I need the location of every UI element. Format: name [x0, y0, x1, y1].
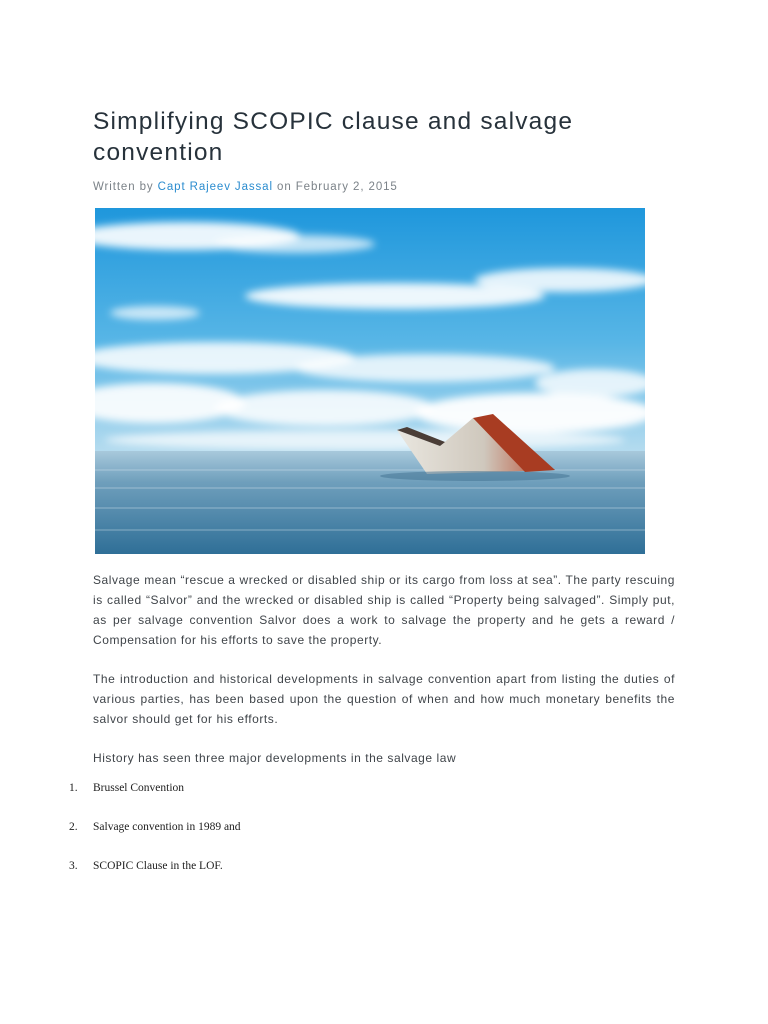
article-header [93, 106, 675, 193]
list-number: 2. [69, 821, 78, 833]
publish-date: on February 2, 2015 [272, 181, 398, 193]
developments-list [69, 779, 241, 896]
list-number: 3. [69, 860, 78, 872]
list-item-text: Brussel Convention [93, 782, 185, 794]
byline [93, 181, 675, 193]
sinking-ship-photo [95, 208, 645, 554]
cloud [215, 390, 435, 426]
author-link[interactable]: Capt Rajeev Jassal [157, 181, 273, 193]
list-item [69, 779, 241, 818]
paragraph: The introduction and historical developments in salvage convention apart from listing the duties of various parties, has been based upon the question of when and how much monetary benefits the salvor should get for his efforts. [93, 672, 675, 726]
list-item [69, 857, 241, 896]
cloud [415, 393, 645, 433]
paragraph: Salvage mean “rescue a wrecked or disabled ship or its cargo from loss at sea”. The party rescuing is called “Salvor” and the wrecked or disabled ship is called “Property being salvaged”. Simply put, as per salvage convention Salvor does a work to salvage the property and he gets a reward / Compensation for his efforts to save the property. [93, 573, 675, 647]
cloud [215, 235, 375, 253]
cloud [110, 306, 200, 320]
list-item-text: SCOPIC Clause in the LOF. [93, 860, 223, 872]
byline-prefix: Written by [93, 181, 158, 193]
list-intro: History has seen three major developments in the salvage law [93, 751, 457, 765]
list-item-text: Salvage convention in 1989 and [93, 821, 241, 833]
hero-image [95, 208, 645, 554]
list-item [69, 818, 241, 857]
article-body [93, 570, 675, 768]
cloud [295, 354, 555, 382]
cloud [105, 430, 625, 450]
list-number: 1. [69, 782, 78, 794]
article-title: Simplifying SCOPIC clause and salvage convention [93, 108, 574, 166]
